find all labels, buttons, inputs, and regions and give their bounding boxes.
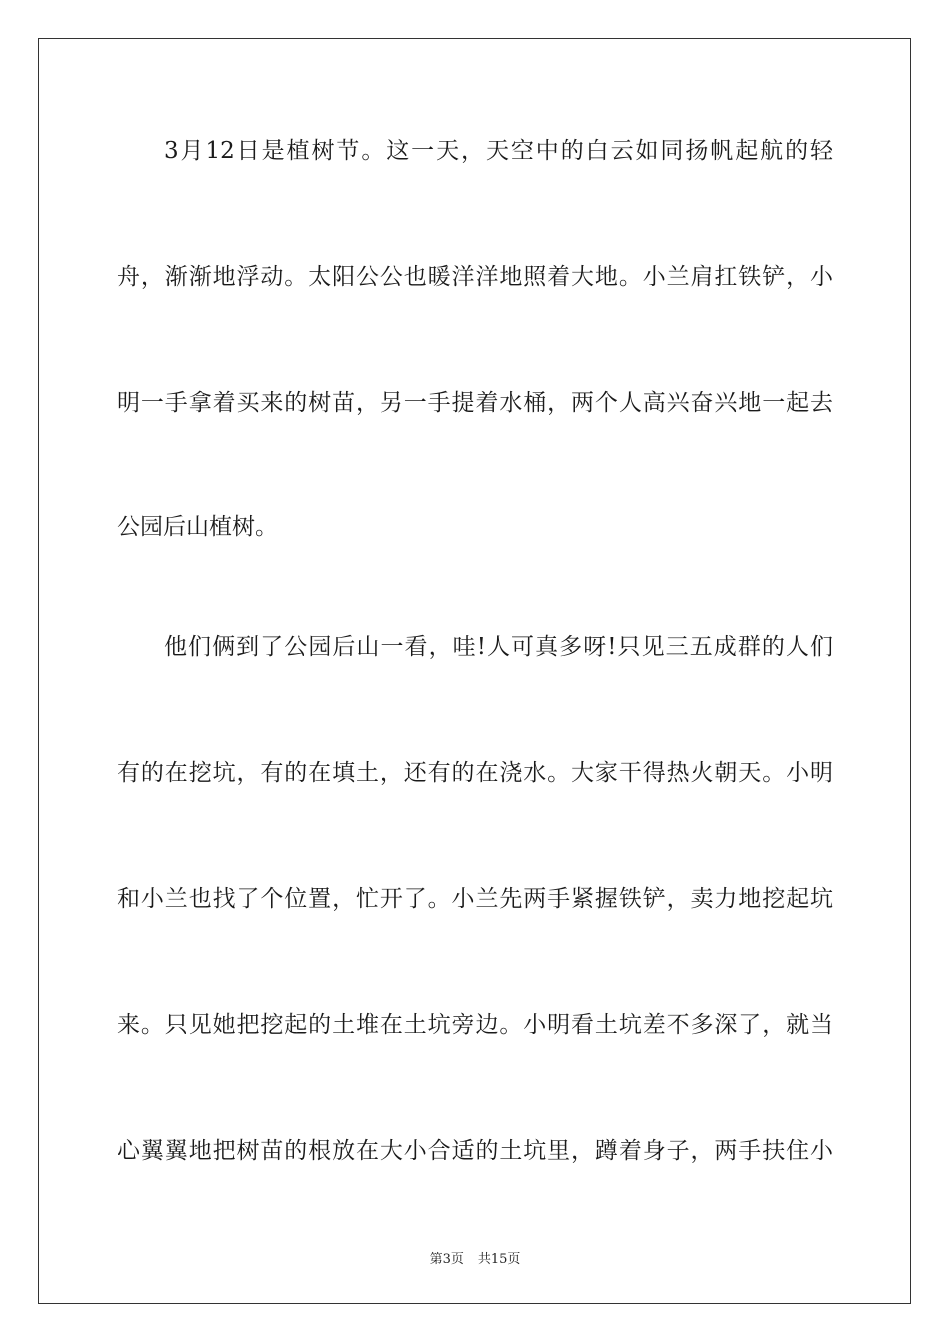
paragraph-2-line-3: 和小兰也找了个位置，忙开了。小兰先两手紧握铁铲，卖力地挖起坑	[117, 886, 833, 912]
page-total: 共15页	[477, 1252, 521, 1267]
paragraph-1-line-2: 舟，渐渐地浮动。太阳公公也暖洋洋地照着大地。小兰肩扛铁铲，小	[117, 264, 833, 290]
paragraph-2-line-5: 心翼翼地把树苗的根放在大小合适的土坑里，蹲着身子，两手扶住小	[117, 1138, 833, 1164]
page-number: 第3页	[429, 1252, 464, 1267]
paragraph-2-line-1: 他们俩到了公园后山一看，哇!人可真多呀!只见三五成群的人们	[164, 634, 833, 660]
paragraph-1-line-3: 明一手拿着买来的树苗，另一手提着水桶，两个人高兴奋兴地一起去	[117, 390, 833, 416]
paragraph-1-line-1: 3月12日是植树节。这一天，天空中的白云如同扬帆起航的轻	[164, 138, 833, 164]
page-footer	[0, 1248, 950, 1267]
paragraph-2-line-4: 来。只见她把挖起的土堆在土坑旁边。小明看土坑差不多深了，就当	[117, 1012, 833, 1038]
paragraph-1-line-4: 公园后山植树。	[117, 514, 278, 540]
paragraph-2-line-2: 有的在挖坑，有的在填土，还有的在浇水。大家干得热火朝天。小明	[117, 760, 833, 786]
page-border	[38, 38, 911, 1304]
